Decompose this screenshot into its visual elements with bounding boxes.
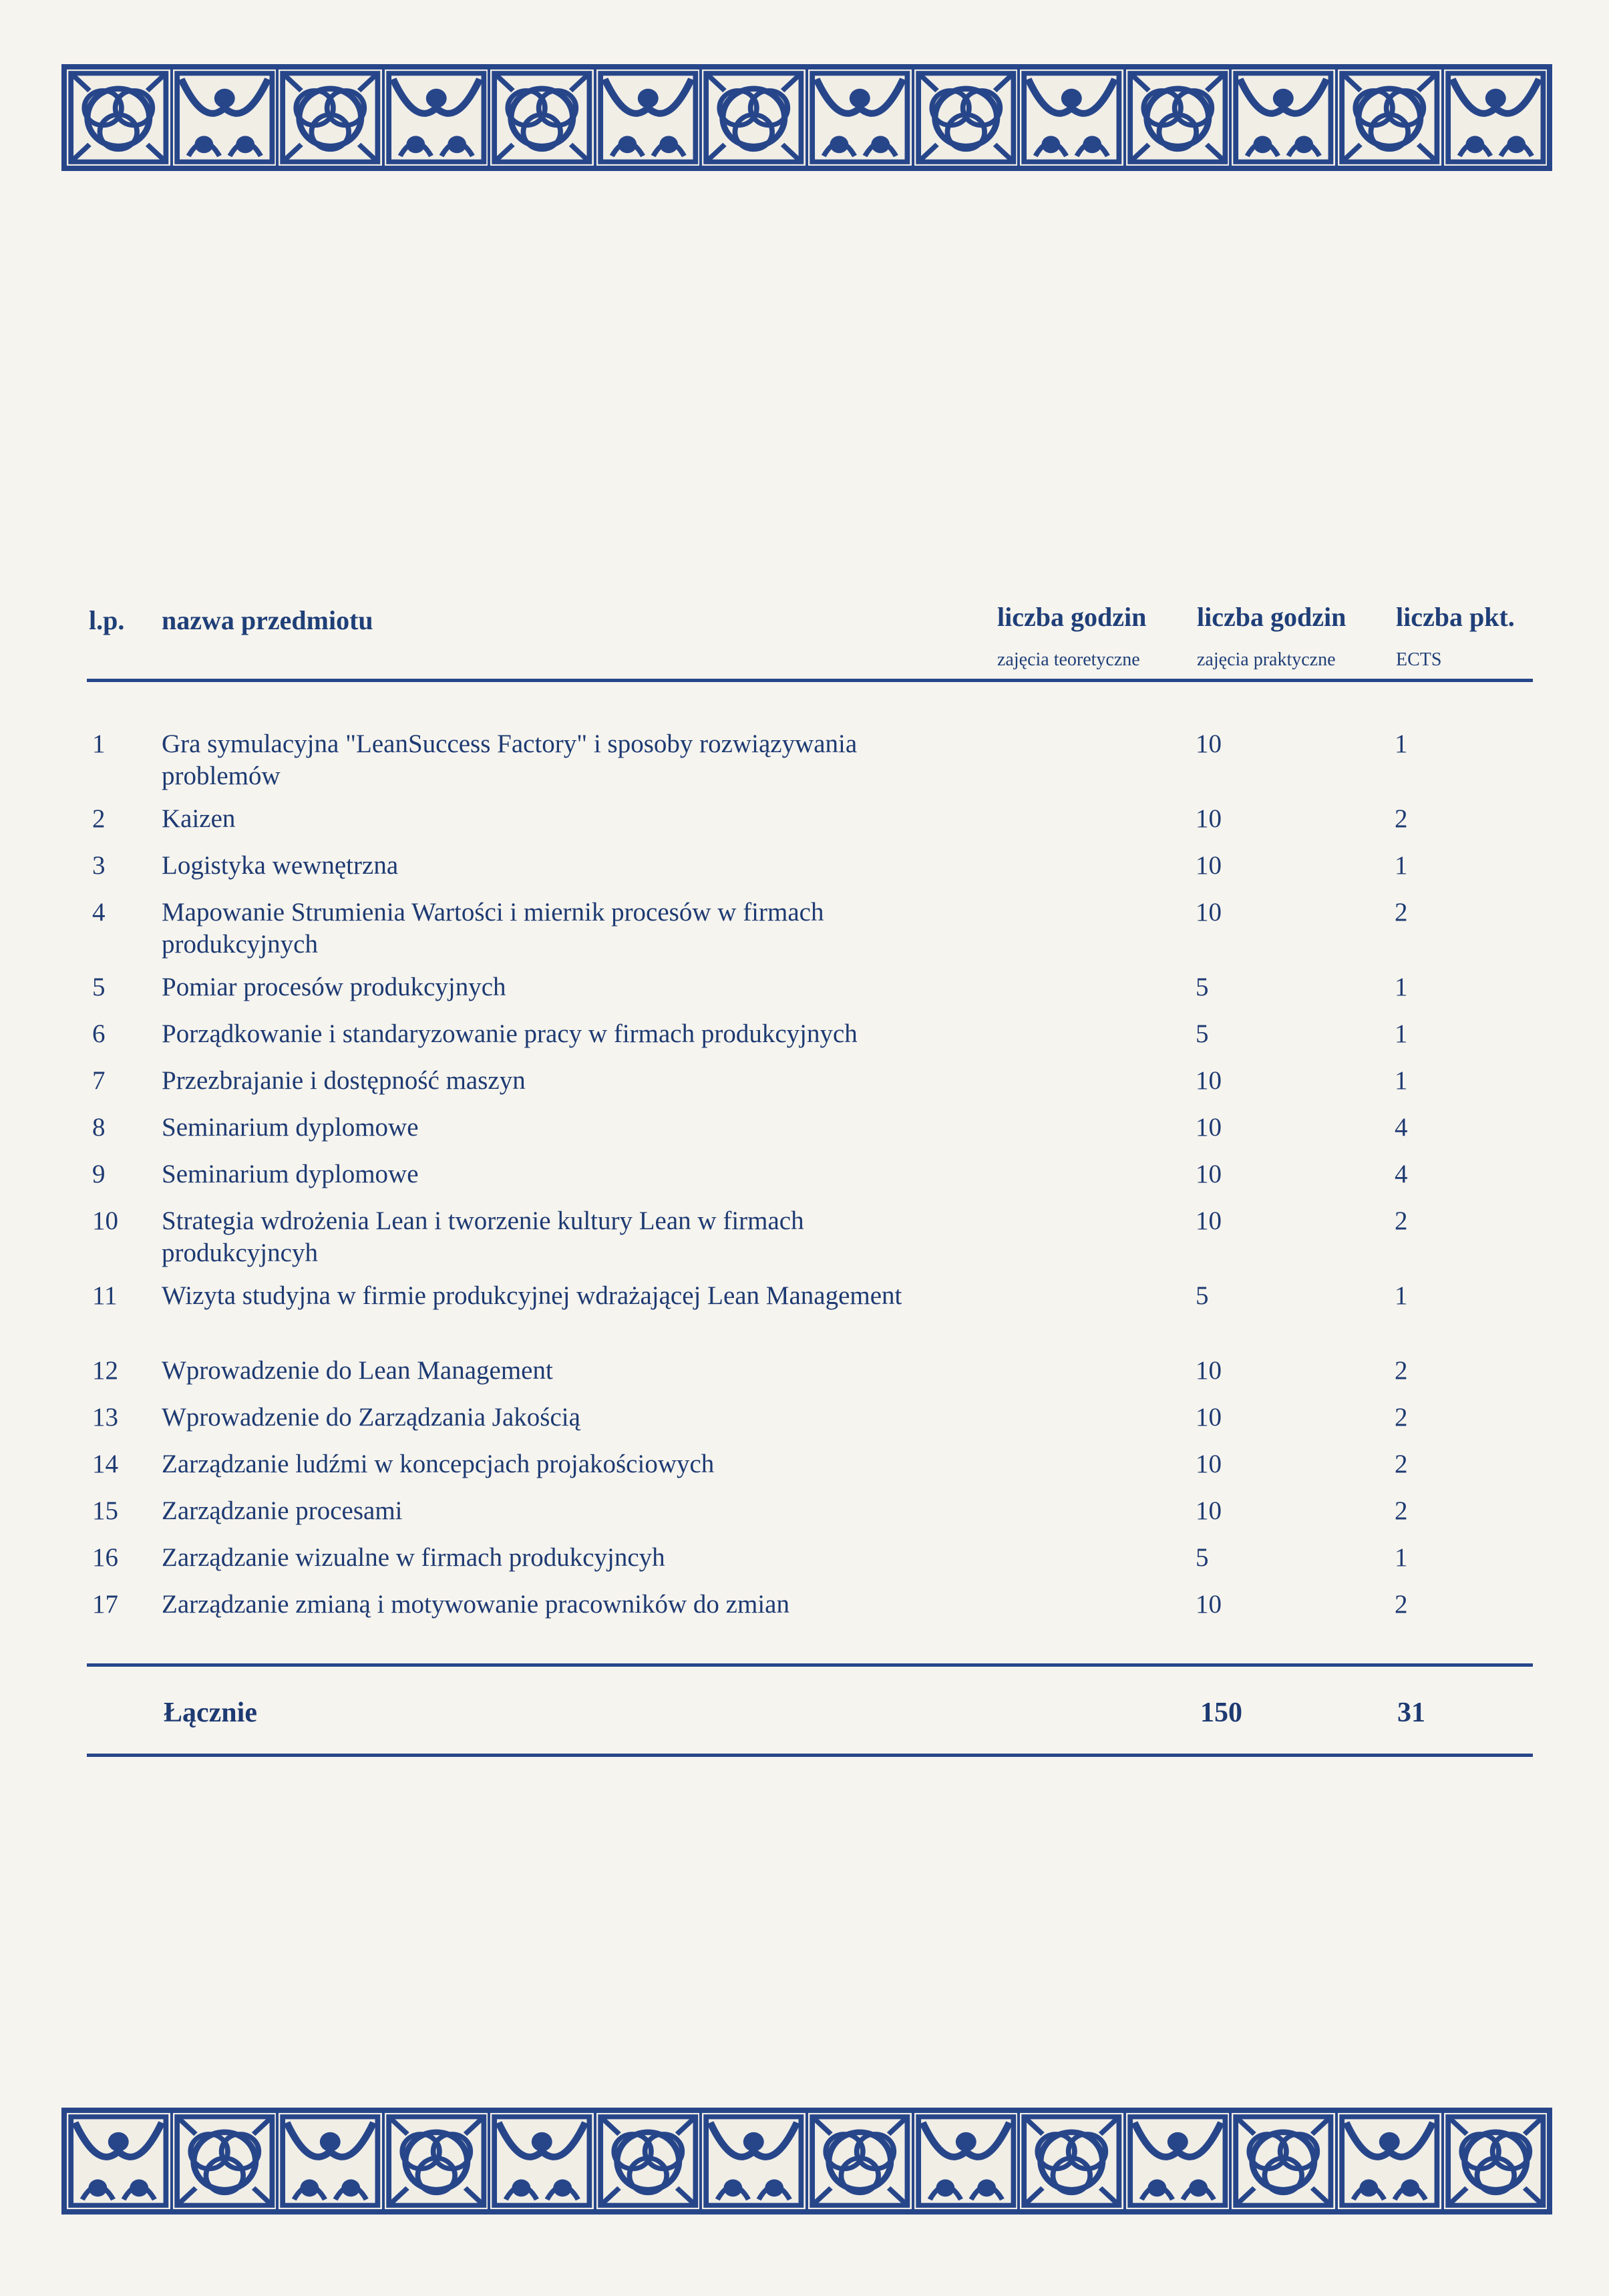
foliage-ornament-icon	[808, 69, 912, 166]
bottom-ornament-band	[61, 2108, 1552, 2215]
practice-hours: 10	[1196, 1113, 1222, 1142]
ects-points: 1	[1395, 1066, 1408, 1095]
row-number: 10	[92, 1206, 118, 1235]
header-subject: nazwa przedmiotu	[162, 605, 373, 635]
foliage-ornament-icon	[596, 69, 700, 166]
ects-points: 4	[1395, 1160, 1408, 1188]
row-number: 3	[92, 851, 106, 880]
subject-name: Zarządzanie ludźmi w koncepcjach projakościowych	[162, 1450, 715, 1478]
subject-name: Wizyta studyjna w firmie produkcyjnej wdrażającej Lean Management	[162, 1281, 902, 1310]
ects-points: 2	[1395, 1496, 1408, 1525]
knot-ornament-icon	[596, 2113, 700, 2209]
subject-name: Logistyka wewnętrzna	[162, 851, 399, 880]
ects-points: 2	[1395, 804, 1408, 833]
row-number: 13	[92, 1403, 118, 1432]
subject-name: Przezbrajanie i dostępność maszyn	[162, 1066, 526, 1095]
total-practice: 150	[1200, 1697, 1242, 1728]
practice-hours: 10	[1196, 1066, 1222, 1095]
row-number: 9	[92, 1160, 106, 1188]
ects-points: 1	[1395, 1019, 1408, 1048]
ects-points: 2	[1395, 1206, 1408, 1235]
knot-ornament-icon	[490, 69, 594, 166]
row-number: 7	[92, 1066, 106, 1095]
foliage-ornament-icon	[173, 69, 277, 166]
knot-ornament-icon	[279, 69, 382, 166]
row-number: 16	[92, 1543, 118, 1572]
row-number: 14	[92, 1450, 118, 1478]
row-number: 5	[92, 973, 106, 1001]
foliage-ornament-icon	[914, 2113, 1018, 2209]
subject-name: Seminarium dyplomowe	[162, 1113, 419, 1142]
knot-ornament-icon	[1444, 2113, 1548, 2209]
practice-hours: 10	[1196, 1403, 1222, 1432]
row-number: 4	[92, 898, 106, 927]
ects-points: 4	[1395, 1113, 1408, 1142]
subject-name: Wprowadzenie do Zarządzania Jakością	[162, 1403, 580, 1432]
practice-hours: 10	[1196, 1450, 1222, 1478]
subject-name: Zarządzanie zmianą i motywowanie pracowników do zmian	[162, 1590, 789, 1619]
practice-hours: 5	[1196, 1543, 1209, 1572]
foliage-ornament-icon	[1232, 69, 1335, 166]
foliage-ornament-icon	[702, 2113, 806, 2209]
header-divider	[87, 679, 1533, 682]
foliage-ornament-icon	[1444, 69, 1548, 166]
practice-hours: 10	[1196, 804, 1222, 833]
row-number: 15	[92, 1496, 118, 1525]
subject-name: Strategia wdrożenia Lean i tworzenie kultury Lean w firmach produkcyjncyh	[162, 1206, 804, 1267]
practice-hours: 10	[1196, 1496, 1222, 1525]
header-theory-sub: zajęcia teoretyczne	[997, 649, 1140, 670]
row-number: 11	[92, 1281, 118, 1310]
top-ornament-band	[61, 64, 1552, 171]
total-ects: 31	[1397, 1697, 1425, 1728]
header-theory-hours: liczba godzin	[997, 602, 1147, 632]
footer-divider-bottom	[87, 1754, 1533, 1757]
subject-name: Zarządzanie wizualne w firmach produkcyjncyh	[162, 1543, 665, 1572]
header-lp: l.p.	[89, 605, 125, 635]
foliage-ornament-icon	[67, 2113, 170, 2209]
knot-ornament-icon	[914, 69, 1018, 166]
practice-hours: 5	[1196, 1281, 1209, 1310]
subject-name: Pomiar procesów produkcyjnych	[162, 973, 506, 1001]
knot-ornament-icon	[385, 2113, 488, 2209]
knot-ornament-icon	[67, 69, 170, 166]
header-practice-hours: liczba godzin	[1197, 602, 1347, 632]
practice-hours: 10	[1196, 851, 1222, 880]
knot-ornament-icon	[1126, 69, 1230, 166]
ects-points: 2	[1395, 1356, 1408, 1385]
knot-ornament-icon	[808, 2113, 912, 2209]
foliage-ornament-icon	[1020, 69, 1123, 166]
row-number: 2	[92, 804, 106, 833]
ects-points: 1	[1395, 729, 1408, 758]
practice-hours: 10	[1196, 1206, 1222, 1235]
ects-points: 2	[1395, 898, 1408, 927]
foliage-ornament-icon	[490, 2113, 594, 2209]
foliage-ornament-icon	[1126, 2113, 1230, 2209]
row-number: 6	[92, 1019, 106, 1048]
practice-hours: 10	[1196, 898, 1222, 927]
header-ects: liczba pkt.	[1396, 602, 1515, 632]
header-ects-sub: ECTS	[1396, 649, 1442, 670]
ects-points: 1	[1395, 851, 1408, 880]
subject-name: Zarządzanie procesami	[162, 1496, 403, 1525]
ects-points: 1	[1395, 1543, 1408, 1572]
ects-points: 2	[1395, 1403, 1408, 1432]
subject-name: Mapowanie Strumienia Wartości i miernik procesów w firmach produkcyjnych	[162, 898, 824, 959]
subject-name: Seminarium dyplomowe	[162, 1160, 419, 1188]
footer-divider-top	[87, 1663, 1533, 1667]
ects-points: 1	[1395, 973, 1408, 1001]
ects-points: 2	[1395, 1590, 1408, 1619]
ects-points: 2	[1395, 1450, 1408, 1478]
knot-ornament-icon	[702, 69, 806, 166]
practice-hours: 10	[1196, 1356, 1222, 1385]
row-number: 12	[92, 1356, 118, 1385]
row-number: 8	[92, 1113, 106, 1142]
ects-points: 1	[1395, 1281, 1408, 1310]
total-label: Łącznie	[164, 1697, 257, 1728]
practice-hours: 5	[1196, 973, 1209, 1001]
row-number: 1	[92, 729, 106, 758]
subject-name: Gra symulacyjna "LeanSuccess Factory" i sposoby rozwiązywania problemów	[162, 729, 858, 790]
row-number: 17	[92, 1590, 118, 1619]
knot-ornament-icon	[1232, 2113, 1335, 2209]
knot-ornament-icon	[1020, 2113, 1123, 2209]
foliage-ornament-icon	[385, 69, 488, 166]
foliage-ornament-icon	[279, 2113, 382, 2209]
foliage-ornament-icon	[1338, 2113, 1441, 2209]
header-practice-sub: zajęcia praktyczne	[1197, 649, 1336, 670]
practice-hours: 10	[1196, 729, 1222, 758]
knot-ornament-icon	[173, 2113, 277, 2209]
subject-name: Wprowadzenie do Lean Management	[162, 1356, 553, 1385]
practice-hours: 10	[1196, 1160, 1222, 1188]
subject-name: Kaizen	[162, 804, 236, 833]
knot-ornament-icon	[1338, 69, 1441, 166]
practice-hours: 5	[1196, 1019, 1209, 1048]
subject-name: Porządkowanie i standaryzowanie pracy w firmach produkcyjnych	[162, 1019, 858, 1048]
practice-hours: 10	[1196, 1590, 1222, 1619]
